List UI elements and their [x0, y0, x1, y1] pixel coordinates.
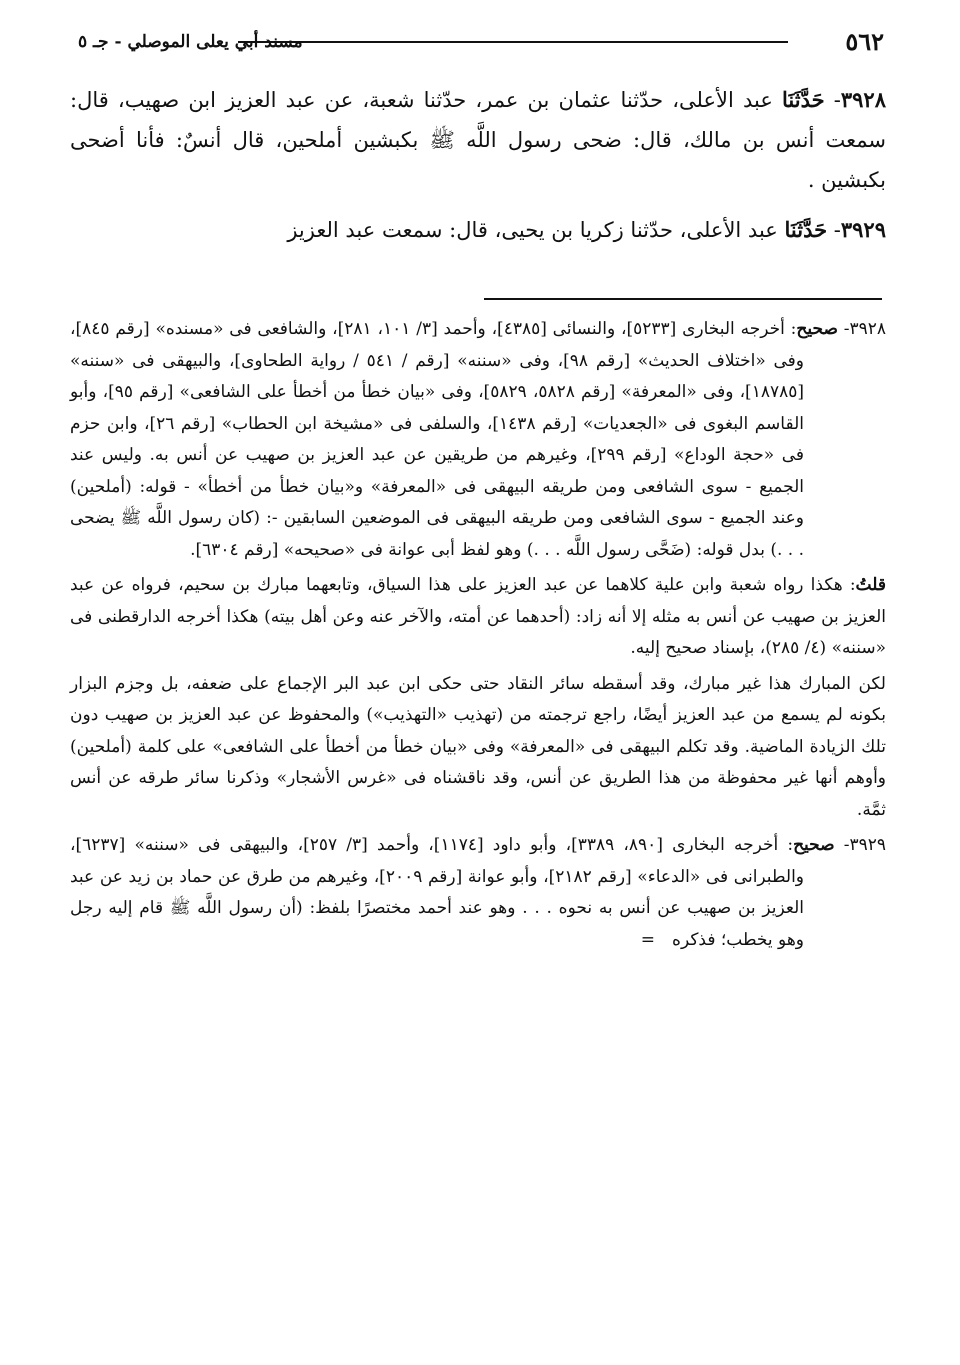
hadith-body: عبد الأعلى، حدّثنا عثمان بن عمر، حدّثنا شعبة، عن عبد العزيز ابن صهيب، قال: سمعت أنس بن مالك، قال: ضحى رسول اللَّه ﷺ بكبشين أملحين، قال أنسٌ: فأنا أضحى بكبشين . — [70, 88, 886, 192]
footnote-separator-dash: - — [837, 319, 850, 339]
footnote-3928 — [70, 314, 886, 566]
hadith-separator: - — [827, 218, 841, 242]
hadith-keyword: حَدَّثَنَا — [784, 217, 828, 242]
hadith-keyword: حَدَّثَنَا — [782, 87, 825, 112]
qult-lead: قلتُ — [855, 575, 886, 595]
footnotes — [70, 314, 886, 960]
qult-body: : هكذا رواه شعبة وابن علية كلاهما عن عبد العزيز على هذا السياق، وتابعهما مبارك بن سحيم، فرواه عن عبد العزيز بن صهيب عن أنس به مثله إلا أنه زاد: (أحدهما عن أمته، والآخر عنه وعن أهل بيته) هكذا أخرجه الدارقطنى فى «سننه» (٤/ ٢٨٥)، بإسناد صحيح إليه. — [70, 575, 886, 658]
footnote-body: : أخرجه البخارى [٥٢٣٣]، والنسائى [٤٣٨٥]، وأحمد [٣/ ١٠١، ٢٨١]، والشافعى فى «مسنده» [رقم ٨٤٥]، وفى «اختلاف الحديث» [رقم ٩٨]، وفى «سننه» [رقم / ٥٤١ / رواية الطحاوى]، والبيهقى فى «سننه» [١٨٧٨٥]، وفى «المعرفة» [رقم ٥٨٢٨، ٥٨٢٩]، وفى «بيان خطأ من أخطأ على الشافعى» [رقم ٩٥]، وأبو القاسم البغوى فى «الجعديات» [رقم ١٤٣٨]، والسلفى فى «مشيخة ابن الحطاب» [رقم ٢٦]، وابن حزم فى «حجة الوداع» [رقم ٢٩٩]، وغيرهم من طريقين عن عبد العزيز بن صهيب عن أنس به. وليس عند الجميع - سوى الشافعى ومن طريقه البيهقى فى «المعرفة» و«بيان خطأ من أخطأ» - قوله: (أملحين) وعند الجميع - سوى الشافعى ومن طريقه البيهقى فى الموضعين السابقين -: (كان رسول اللَّه ﷺ يضحى . . .) بدل قوله: (ضَحَّى رسول اللَّه . . .) وهو لفظ أبى عوانة فى «صحيحه» [رقم ٦٣٠٤]. — [70, 319, 805, 560]
hadith-separator: - — [824, 88, 841, 112]
hadith-3928 — [70, 80, 886, 200]
footnote-grade: صحيح — [796, 319, 838, 339]
footnote-grade: صحيح — [793, 835, 835, 855]
footnote-number: ٣٩٢٩ — [849, 835, 887, 855]
running-title: مسند أبي يعلى الموصلي - جـ ٥ — [78, 32, 303, 52]
footnote-separator-dash: - — [834, 835, 850, 855]
footnote-3929 — [70, 830, 886, 956]
hadith-number: ٣٩٢٨ — [840, 87, 886, 112]
header-rule — [238, 41, 788, 43]
hadith-3929 — [70, 210, 886, 250]
hadith-body: عبد الأعلى، حدّثنا زكريا بن يحيى، قال: سمعت عبد العزيز — [287, 218, 785, 242]
lakin-paragraph: لكن المبارك هذا غير مبارك، وقد أسقطه سائر النقاد حتى حكى ابن عبد البر الإجماع على ضعفه، بل وجزم البزار بكونه لم يسمع من عبد العزيز أيضًا، راجع ترجمته من (تهذيب «التهذيب») والمحفوظ عن عبد العزيز بن صهيب دون تلك الزيادة الماضية. وقد تكلم البيهقى فى «المعرفة» وفى «بيان خطأ من أخطأ على الشافعى» على كلمة (أملحين) وأوهم أنها غير محفوظة من هذا الطريق عن أنس، وقد ناقشناه فى «غرس الأشجار» وذكرنا سائر طرقه عن أنس ثمَّة. — [70, 673, 886, 820]
footnote-number: ٣٩٢٨ — [849, 319, 886, 339]
qult-paragraph — [70, 570, 886, 665]
footnote-separator — [484, 298, 882, 300]
running-header — [78, 26, 884, 58]
footnote-body: : أخرجه البخارى [٨٩٠، ٣٣٨٩]، وأبو داود [١١٧٤]، وأحمد [٣/ ٢٥٧]، والبيهقى فى «سننه» [٦٢٣٧]، والطبرانى فى «الدعاء» [رقم ٢١٨٢]، وأبو عوانة [رقم ٢٠٠٩]، وغيرهم من طرق عن حماد بن زيد عن عبد العزيز بن صهيب عن أنس به نحوه . . . وهو عند أحمد مختصرًا بلفظ: (أن رسول اللَّه ﷺ قام إليه رجل وهو يخطب؛ فذكره — [70, 835, 804, 950]
hadith-text — [70, 80, 886, 260]
page-number: ٥٦٢ — [845, 27, 884, 56]
continuation-mark: = — [640, 929, 656, 950]
hadith-number: ٣٩٢٩ — [840, 217, 886, 242]
